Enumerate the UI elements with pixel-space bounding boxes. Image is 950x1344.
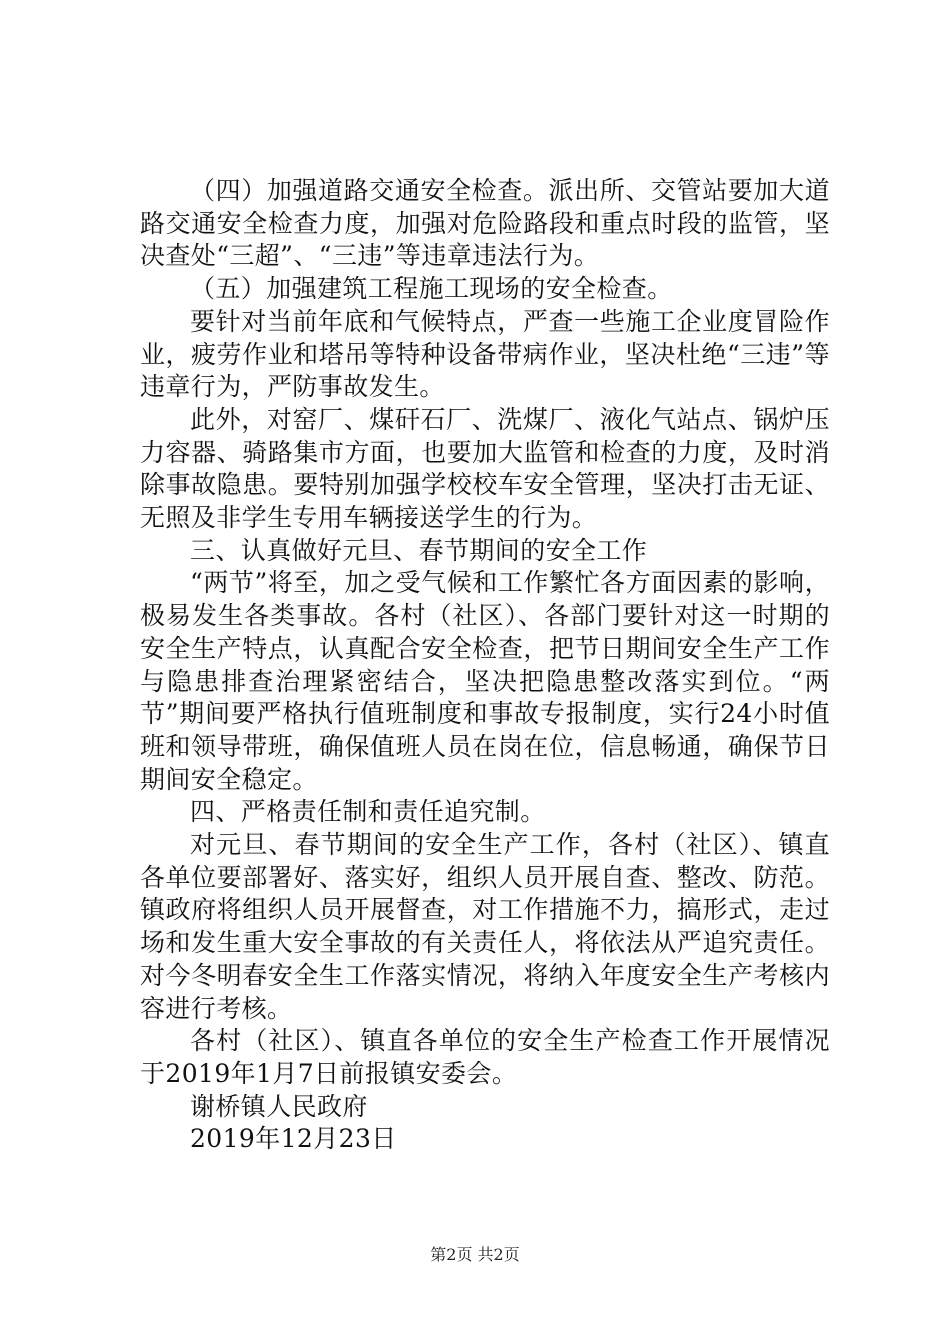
page-number-footer: 第2页 共2页 <box>430 1245 520 1264</box>
paragraph-construction-heading: （五）加强建筑工程施工现场的安全检查。 <box>190 274 673 304</box>
paragraph-responsibility: 对元旦、春节期间的安全生产工作，各村（社区）、镇直各单位要部署好、落实好，组织人员开展自查、整改、防范。镇政府将组织人员开展督查，对工作措施不力，搞形式，走过场和发生重大安全事故的有关责任人，将依法从严追究责任。对今冬明春安全生工作落实情况，将纳入年度安全生产考核内容进行考核。 <box>140 830 830 1023</box>
section-heading-holiday-safety: 三、认真做好元旦、春节期间的安全工作 <box>190 535 648 565</box>
paragraph-holiday-safety: “两节”将至，加之受气候和工作繁忙各方面因素的影响，极易发生各类事故。各村（社区）、各部门要针对这一时期的安全生产特点，认真配合安全检查，把节日期间安全生产工作与隐患排查治理紧密结合，坚决把隐患整改落实到位。“两节”期间要严格执行值班制度和事故专报制度，实行24小时值班和领导带班，确保值班人员在岗在位，信息畅通，确保节日期间安全稳定。 <box>140 568 830 794</box>
document-body <box>140 175 830 1156</box>
paragraph-road-safety: （四）加强道路交通安全检查。派出所、交管站要加大道路交通安全检查力度，加强对危险路段和重点时段的监管，坚决查处“三超”、“三违”等违章违法行为。 <box>140 176 830 271</box>
signature-organization: 谢桥镇人民政府 <box>190 1091 368 1121</box>
section-heading-responsibility: 四、严格责任制和责任追究制。 <box>190 797 546 827</box>
paragraph-other-sites: 此外，对窑厂、煤矸石厂、洗煤厂、液化气站点、锅炉压力容器、骑路集市方面，也要加大监管和检查的力度，及时消除事故隐患。要特别加强学校校车安全管理，坚决打击无证、无照及非学生专用车辆接送学生的行为。 <box>140 404 830 533</box>
signature-date: 2019年12月23日 <box>190 1124 397 1154</box>
paragraph-report-deadline: 各村（社区）、镇直各单位的安全生产检查工作开展情况于2019年1月7日前报镇安委会。 <box>140 1026 830 1088</box>
paragraph-construction-body: 要针对当前年底和气候特点，严查一些施工企业度冒险作业，疲劳作业和塔吊等特种设备带病作业，坚决杜绝“三违”等违章行为，严防事故发生。 <box>140 306 830 402</box>
